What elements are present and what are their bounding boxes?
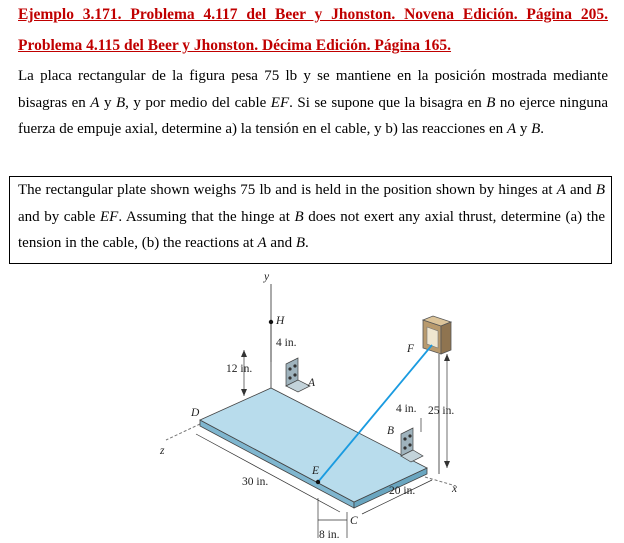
dim-4in-b: 4 in. xyxy=(396,403,417,415)
label-d: D xyxy=(191,407,200,419)
label-f: F xyxy=(407,343,415,355)
z-axis-label: z xyxy=(160,445,165,457)
point-e-marker xyxy=(316,480,320,484)
point-h-marker xyxy=(269,320,273,324)
dim-8in: 8 in. xyxy=(319,529,340,541)
wall-bracket-f xyxy=(423,316,451,354)
spanish-problem-text: La placa rectangular de la figura pesa 75 lb y se mantiene en la posición mostrada mediante bisagras en A y B, y por medio del cable EF. Si se supone que la bisagra en B no ejerce ninguna fuerza de empuje axial, determine a) la tensión en el cable, y b) las reacciones en A y B. xyxy=(18,68,608,137)
dim-4in-h: 4 in. xyxy=(276,337,297,349)
dim-25in: 25 in. xyxy=(428,405,455,417)
label-a: A xyxy=(308,377,316,389)
label-e: E xyxy=(312,465,320,477)
dim-30in: 30 in. xyxy=(242,476,269,488)
label-c: C xyxy=(350,515,358,527)
title-line-1: Ejemplo 3.171. Problema 4.117 del Beer y Jhonston. Novena Edición. Página 205. xyxy=(18,6,608,23)
y-axis-label: y xyxy=(264,271,270,283)
title-line-2: Problema 4.115 del Beer y Jhonston. Décima Edición. Página 165. xyxy=(18,37,452,54)
z-axis xyxy=(166,424,200,440)
plate-figure xyxy=(140,262,480,543)
label-h: H xyxy=(276,315,285,327)
x-axis-label: x xyxy=(452,483,458,495)
dim-12in: 12 in. xyxy=(226,363,253,375)
hinge-b xyxy=(401,428,423,462)
hinge-a xyxy=(286,358,310,392)
dim-20in: 20 in. xyxy=(389,485,416,497)
label-b: B xyxy=(387,425,395,437)
english-problem-text: The rectangular plate shown weighs 75 lb and is held in the position shown by hinges at A and B and by cable EF. Assuming that the hinge at B does not exert any axial thrust, determine (a) the tension in the cable, (b) the reactions at A and B. xyxy=(18,182,606,251)
english-problem-box xyxy=(9,176,612,264)
